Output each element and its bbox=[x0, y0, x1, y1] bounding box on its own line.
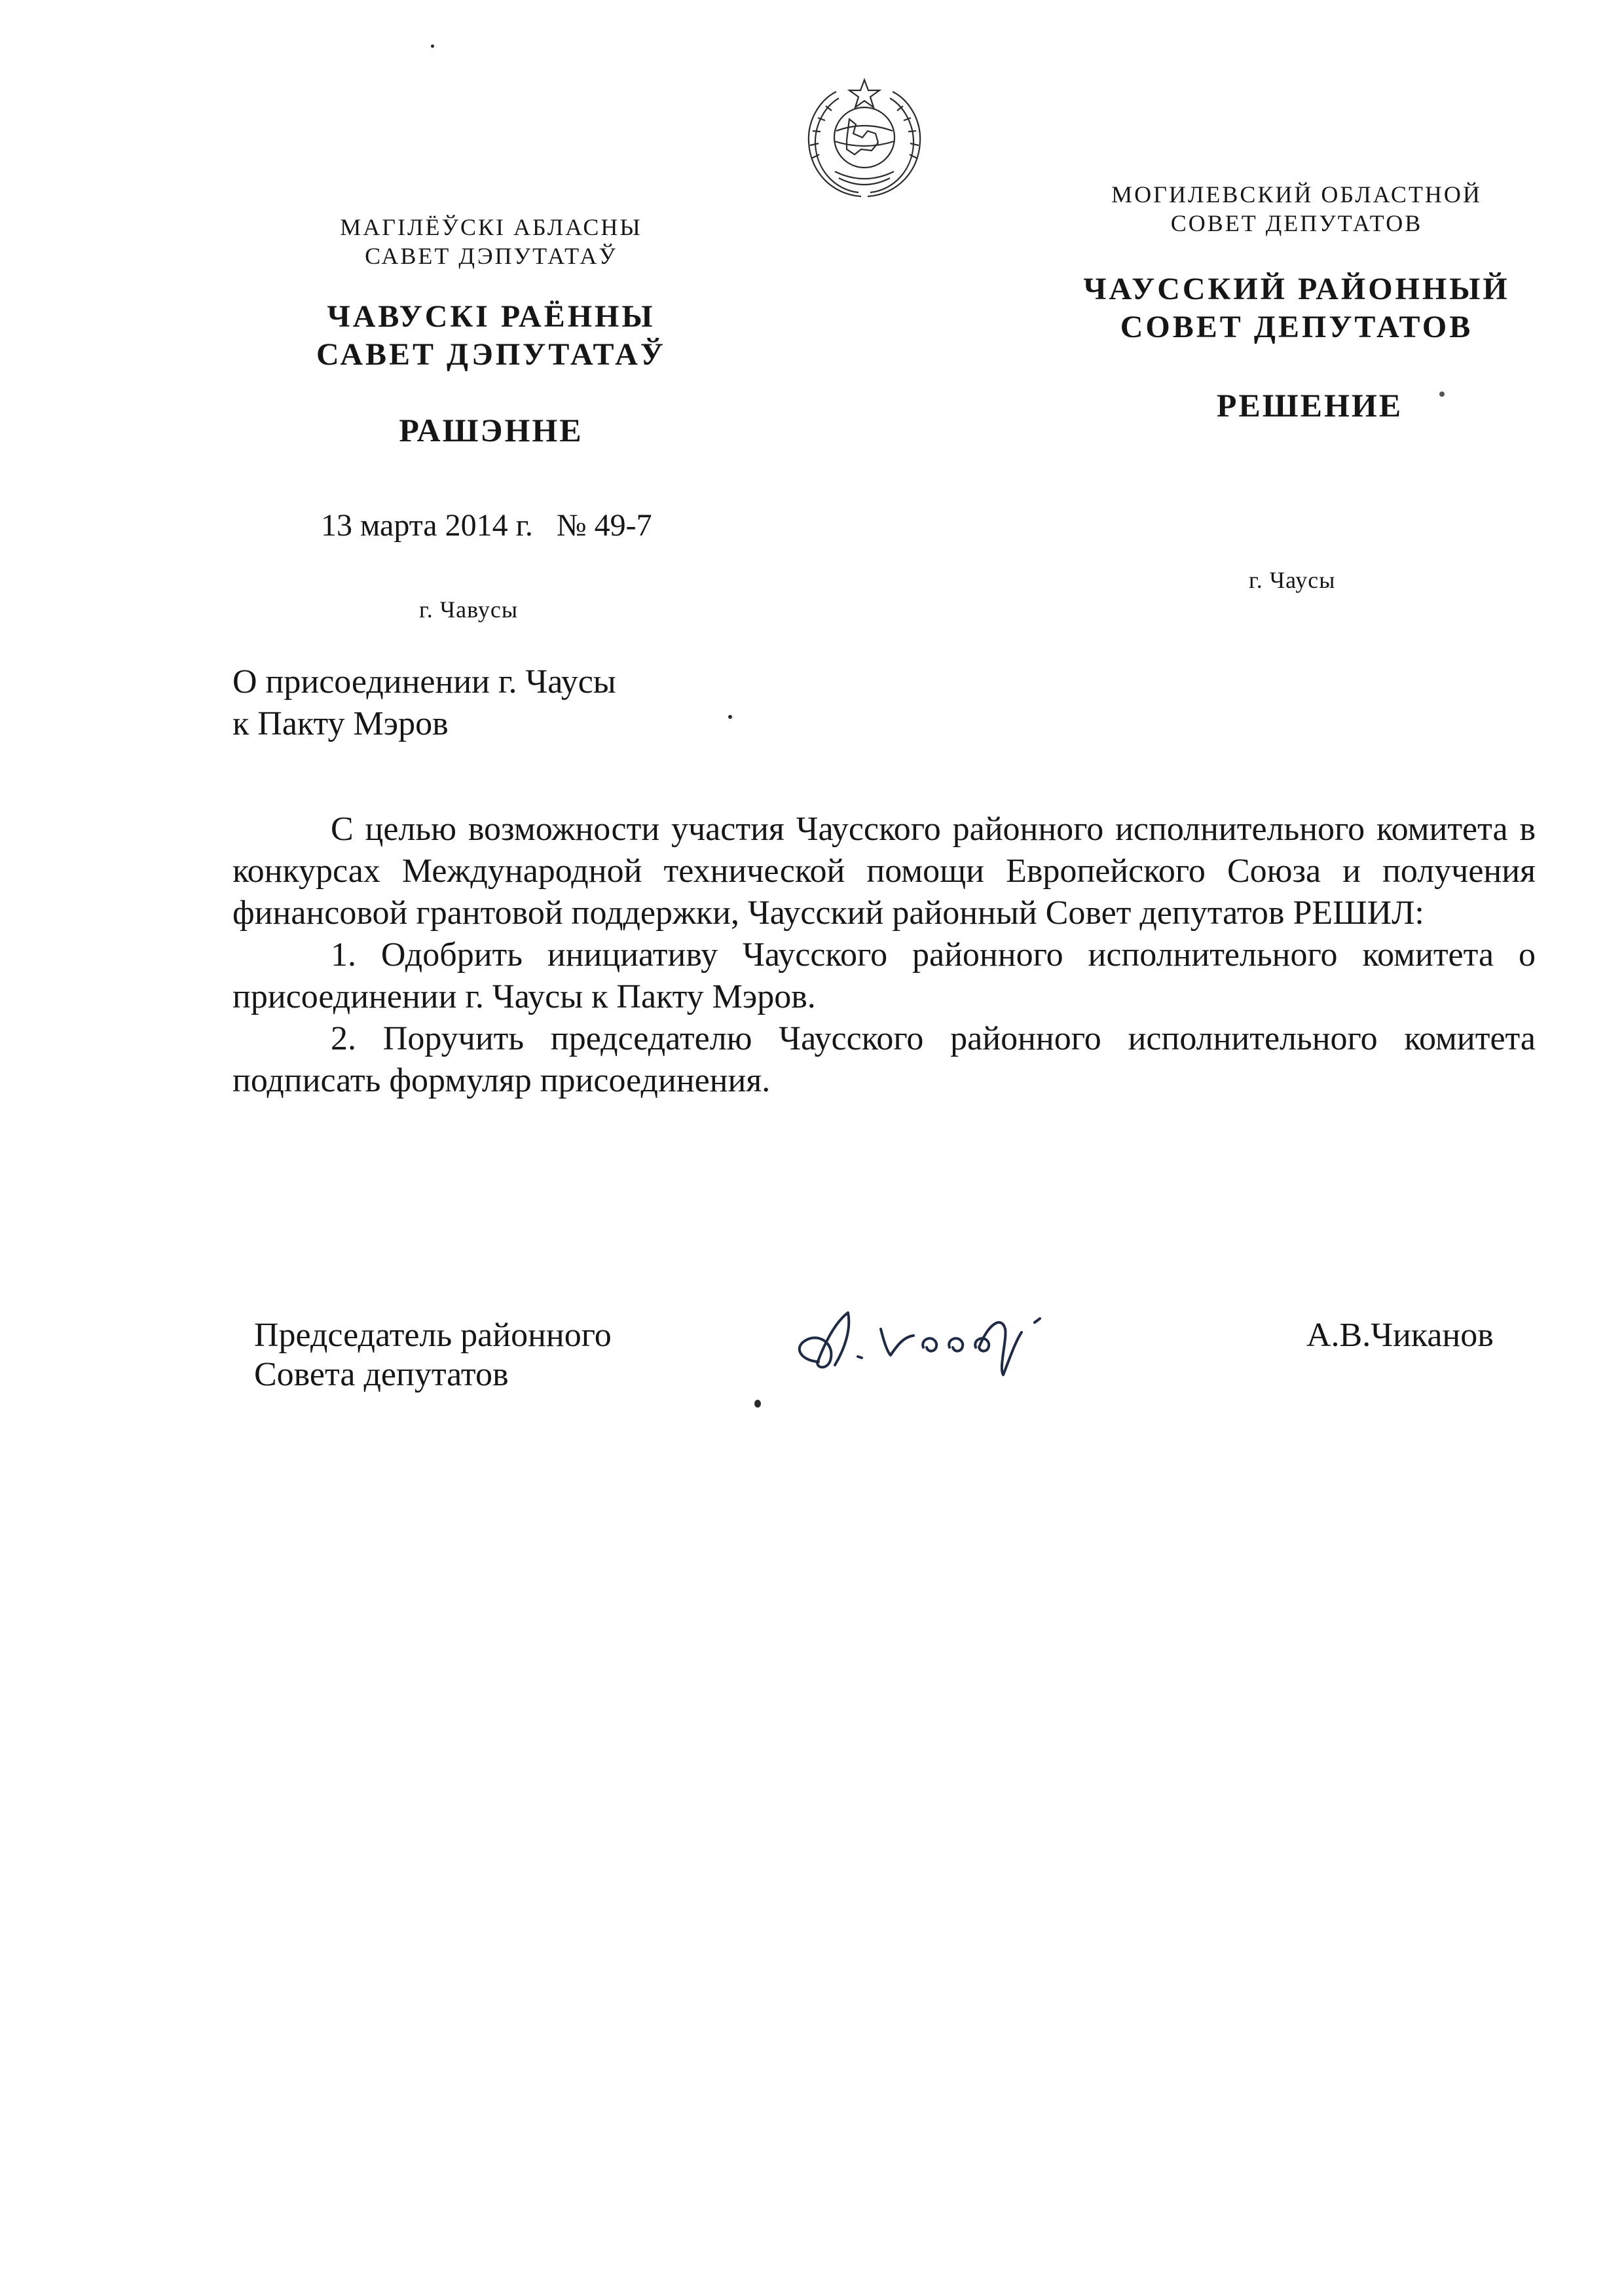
date-number: 13 марта 2014 г. № 49-7 bbox=[321, 508, 652, 543]
signatory-name: А.В.Чиканов bbox=[1306, 1317, 1494, 1354]
body-preamble: С целью возможности участия Чаусского районного исполнительного комитета в конкурсах Международной технической помощи Европейского Союза и получения финансовой грантовой поддержки, Чаусский районный Совет депутатов РЕШИЛ: bbox=[232, 811, 1536, 932]
body-item-2: 2. Поручить председателю Чаусского районного исполнительного комитета подписать формуляр присоединения. bbox=[232, 1020, 1536, 1099]
doc-type-right: РЕШЕНИЕ bbox=[1216, 387, 1403, 424]
city-right: г. Чаусы bbox=[1249, 567, 1336, 593]
handwritten-signature bbox=[773, 1283, 1113, 1388]
header-left-district-line1: ЧАВУСКІ РАЁННЫ bbox=[327, 299, 655, 334]
scan-speck bbox=[728, 715, 732, 719]
subject-line1: О присоединении г. Чаусы bbox=[232, 663, 616, 701]
header-left-region-line: МАГІЛЁЎСКІ АБЛАСНЫ bbox=[340, 214, 642, 240]
header-left-district-line2: САВЕТ ДЭПУТАТАЎ bbox=[316, 337, 666, 372]
signatory-position-line2: Совета депутатов bbox=[254, 1356, 509, 1393]
subject-line2: к Пакту Мэров bbox=[232, 705, 449, 742]
state-emblem-icon bbox=[796, 73, 933, 204]
signatory-position bbox=[254, 1316, 612, 1394]
body-item-1: 1. Одобрить инициативу Чаусского районного исполнительного комитета о присоединении г. Чаусы к Пакту Мэров. bbox=[232, 936, 1536, 1015]
header-right-district-line2: СОВЕТ ДЕПУТАТОВ bbox=[1120, 310, 1473, 344]
header-right bbox=[1028, 180, 1565, 346]
header-right-region bbox=[1028, 180, 1565, 238]
body-text bbox=[232, 809, 1536, 1102]
doc-type-left: РАШЭННЕ bbox=[399, 412, 583, 448]
scan-speck bbox=[1439, 392, 1445, 397]
signatory-position-line1: Председатель районного bbox=[254, 1317, 612, 1354]
city-left: г. Чавусы bbox=[419, 596, 519, 623]
header-left-council-line: САВЕТ ДЭПУТАТАЎ bbox=[365, 243, 618, 269]
subject bbox=[232, 661, 616, 745]
scan-speck bbox=[431, 45, 434, 48]
header-left bbox=[288, 213, 694, 374]
scan-speck bbox=[754, 1400, 761, 1408]
header-right-council-line: СОВЕТ ДЕПУТАТОВ bbox=[1170, 210, 1423, 236]
header-right-region-line: МОГИЛЕВСКИЙ ОБЛАСТНОЙ bbox=[1111, 181, 1482, 208]
header-left-region bbox=[288, 213, 694, 270]
header-right-district-line1: ЧАУССКИЙ РАЙОННЫЙ bbox=[1083, 272, 1510, 306]
